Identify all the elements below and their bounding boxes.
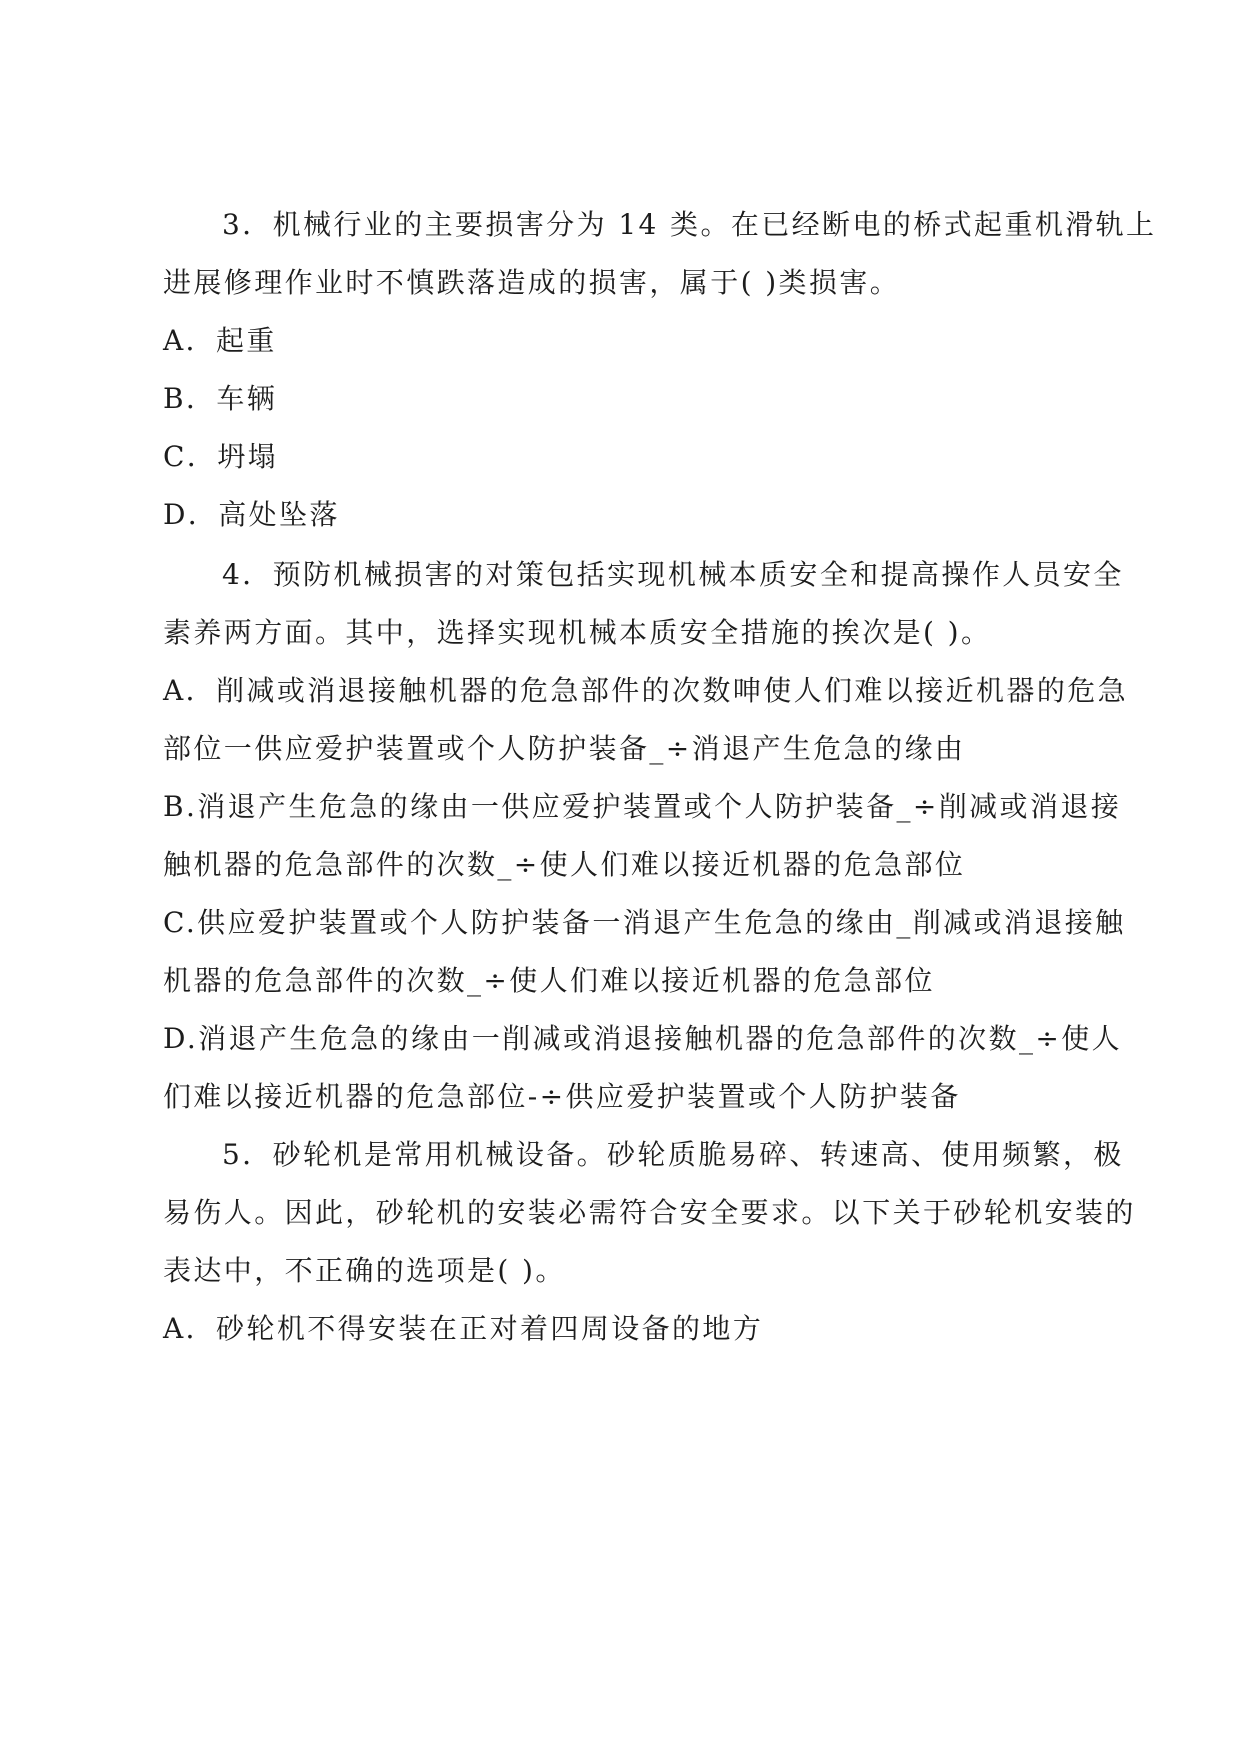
q4-option-b-line-1: B.消退产生危急的缘由一供应爱护装置或个人防护装备_÷削减或消退接 — [163, 790, 1122, 823]
q4-option-a-line-2: 部位一供应爱护装置或个人防护装备_÷消退产生危急的缘由 — [163, 732, 966, 765]
q4-option-d-line-1: D.消退产生危急的缘由一削减或消退接触机器的危急部件的次数_÷使人 — [163, 1022, 1123, 1055]
q3-option-b: B．车辆 — [163, 382, 278, 415]
q4-stem-line-2: 素养两方面。其中，选择实现机械本质安全措施的挨次是( )。 — [163, 616, 992, 649]
q3-option-a: A．起重 — [163, 324, 277, 357]
q3-stem-line-1: 3．机械行业的主要损害分为 14 类。在已经断电的桥式起重机滑轨上 — [222, 208, 1157, 241]
q5-option-a: A．砂轮机不得安装在正对着四周设备的地方 — [163, 1312, 764, 1345]
q4-option-c-line-2: 机器的危急部件的次数_÷使人们难以接近机器的危急部位 — [163, 964, 935, 997]
q4-stem-line-1: 4．预防机械损害的对策包括实现机械本质安全和提高操作人员安全 — [222, 558, 1124, 591]
q4-option-d-line-2: 们难以接近机器的危急部位-÷供应爱护装置或个人防护装备 — [163, 1080, 961, 1113]
q3-option-c: C．坍塌 — [163, 440, 279, 473]
q5-stem-line-2: 易伤人。因此，砂轮机的安装必需符合安全要求。以下关于砂轮机安装的 — [163, 1196, 1136, 1229]
q5-stem-line-1: 5．砂轮机是常用机械设备。砂轮质脆易碎、转速高、使用频繁，极 — [222, 1138, 1124, 1171]
q5-stem-line-3: 表达中，不正确的选项是( )。 — [163, 1254, 566, 1287]
q4-option-b-line-2: 触机器的危急部件的次数_÷使人们难以接近机器的危急部位 — [163, 848, 966, 881]
q3-stem-line-2: 进展修理作业时不慎跌落造成的损害，属于( )类损害。 — [163, 266, 901, 299]
q3-option-d: D．高处坠落 — [163, 498, 340, 531]
q4-option-a-line-1: A．削减或消退接触机器的危急部件的次数呻使人们难以接近机器的危急 — [163, 674, 1129, 707]
q4-option-c-line-1: C.供应爱护装置或个人防护装备一消退产生危急的缘由_削减或消退接触 — [163, 906, 1126, 939]
